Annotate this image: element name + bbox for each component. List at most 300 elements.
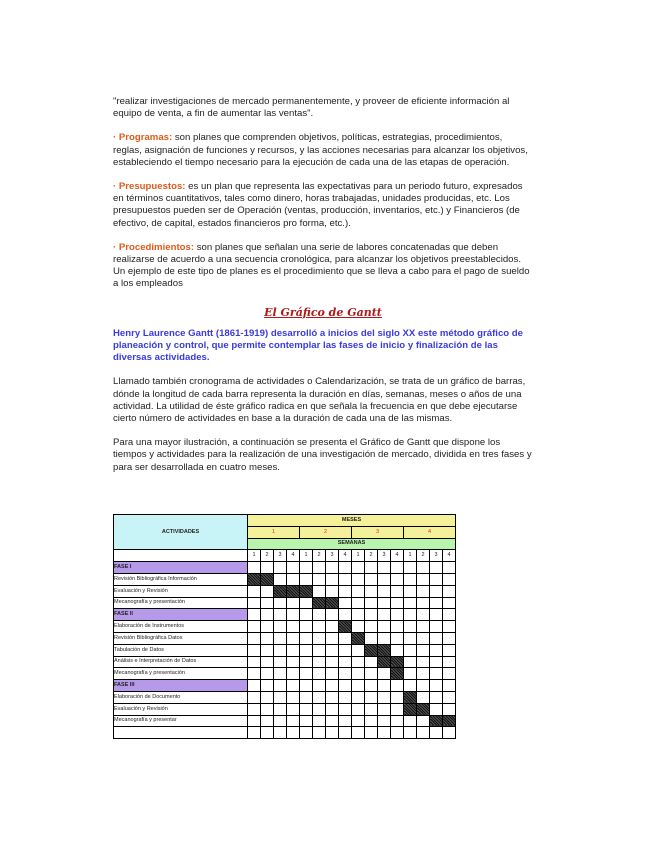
gantt-cell [352,597,365,609]
gantt-cell [443,621,456,633]
header-row-week-numbers [114,550,456,562]
gantt-cell [313,680,326,692]
gantt-cell [365,703,378,715]
task-label: Evaluación y Revisión [114,703,248,715]
gantt-cell [443,585,456,597]
gantt-cell [365,715,378,727]
gantt-cell [378,573,391,585]
gantt-cell [326,562,339,574]
gantt-cell [248,668,261,680]
gantt-cell [352,644,365,656]
gantt-cell [404,585,417,597]
gantt-cell [417,609,430,621]
section-title: El Gráfico de Gantt [264,305,382,319]
gantt-bar [443,715,456,727]
gantt-cell [300,644,313,656]
gantt-cell [326,585,339,597]
gantt-cell [274,644,287,656]
gantt-cell [417,727,430,739]
gantt-cell [274,668,287,680]
gantt-cell [326,715,339,727]
gantt-cell [248,656,261,668]
gantt-cell [352,703,365,715]
text-procedimientos: son planes que señalan una serie de labores concatenadas que deben realizarse de acuerdo a una secuencia cronológica, para alcanzar los objetivos preestablecidos. Un ejemplo de este tipo de planes es el procedimiento que se lleva a cabo para el pago de sueldo a los empleados [113,241,530,290]
gantt-cell [443,609,456,621]
gantt-cell [404,573,417,585]
gantt-cell [430,562,443,574]
gantt-cell [261,727,274,739]
activities-header: ACTIVIDADES [114,515,248,550]
gantt-cell [261,703,274,715]
gantt-cell [300,727,313,739]
gantt-cell [339,656,352,668]
gantt-cell [248,585,261,597]
gantt-cell [339,597,352,609]
gantt-cell [352,585,365,597]
gantt-cell [365,727,378,739]
gantt-cell [313,585,326,597]
gantt-cell [443,562,456,574]
gantt-cell [313,656,326,668]
phase-label: FASE III [114,680,248,692]
gantt-bar [274,585,287,597]
gantt-cell [326,573,339,585]
task-row [114,597,456,609]
gantt-cell [339,715,352,727]
gantt-cell [300,680,313,692]
week-label-spacer [114,550,248,562]
task-row [114,644,456,656]
week-6: 2 [313,550,326,562]
gantt-cell [261,609,274,621]
gantt-cell [300,715,313,727]
gantt-cell [248,691,261,703]
gantt-cell [274,680,287,692]
gantt-cell [287,573,300,585]
gantt-cell [417,573,430,585]
gantt-cell [378,632,391,644]
text-presupuestos: es un plan que representa las expectativas para un periodo futuro, expresados en términos cuantitativos, tales como dinero, horas trabajadas, unidades producidas, etc. Los presupuestos pueden ser de Operación (ventas, producción, inventarios, etc.) y Financieros (de efectivo, de capital, estados financieros pro forma, etc.). [113,181,523,229]
task-label: Mecanografía y presentar [114,715,248,727]
gantt-bar [339,621,352,633]
gantt-cell [404,668,417,680]
gantt-cell [261,715,274,727]
gantt-cell [287,727,300,739]
month-3: 3 [352,526,404,538]
gantt-cell [326,727,339,739]
gantt-cell [339,585,352,597]
month-1: 1 [248,526,300,538]
gantt-cell [430,573,443,585]
gantt-cell [365,668,378,680]
gantt-table [113,514,456,739]
gantt-bar [404,703,417,715]
phase-label: FASE II [114,609,248,621]
gantt-cell [261,668,274,680]
term-procedimientos: · Procedimientos: [113,241,195,253]
gantt-cell [443,703,456,715]
gantt-cell [352,562,365,574]
term-presupuestos: · Presupuestos: [113,181,186,193]
months-label: MESES [248,515,456,527]
gantt-cell [326,668,339,680]
gantt-cell [430,632,443,644]
gantt-cell [352,668,365,680]
gantt-cell [274,656,287,668]
gantt-cell [404,644,417,656]
gantt-cell [404,621,417,633]
gantt-intro: Henry Laurence Gantt (1861-1919) desarrolló a inicios del siglo XX este método gráfico de planeación y control, que permite contemplar las fases de inicio y finalización de las diversas actividades. [113,327,523,364]
text-programas: son planes que comprenden objetivos, políticas, estrategias, procedimientos, reglas, asignación de funciones y recursos, y las acciones necesarias para alcanzar los objetivos, estableciendo el tiempo necesario para la ejecución de cada una de las etapas de operación. [113,132,528,168]
gantt-cell [391,703,404,715]
task-label: Elaboración de Documento [114,691,248,703]
gantt-cell [274,609,287,621]
gantt-cell [443,668,456,680]
task-label: Revisión Bibliográfica Datos [114,632,248,644]
gantt-cell [326,632,339,644]
gantt-cell [417,715,430,727]
gantt-bar [313,597,326,609]
gantt-cell [391,715,404,727]
gantt-cell [391,562,404,574]
gantt-cell [430,621,443,633]
gantt-cell [352,609,365,621]
gantt-cell [391,621,404,633]
gantt-cell [417,585,430,597]
gantt-cell [248,632,261,644]
gantt-bar [365,644,378,656]
gantt-cell [248,715,261,727]
gantt-cell [248,562,261,574]
gantt-cell [287,680,300,692]
weeks-label: SEMANAS [248,538,456,550]
gantt-cell [300,609,313,621]
paragraph-2: Para una mayor ilustración, a continuación se presenta el Gráfico de Gantt que dispone los tiempos y actividades para la realización de una investigación de mercado, dividida en tres fases y para ser desarrollada en cuatro meses. [113,437,532,473]
gantt-cell [261,621,274,633]
gantt-cell [300,597,313,609]
gantt-cell [261,632,274,644]
gantt-cell [274,597,287,609]
gantt-cell [443,573,456,585]
gantt-cell [274,715,287,727]
gantt-cell [391,632,404,644]
phase-row [114,562,456,574]
gantt-bar [326,597,339,609]
gantt-cell [313,703,326,715]
gantt-cell [248,644,261,656]
gantt-bar [378,656,391,668]
gantt-cell [430,585,443,597]
task-row [114,668,456,680]
gantt-cell [365,597,378,609]
gantt-cell [378,668,391,680]
gantt-bar [261,573,274,585]
gantt-cell [300,632,313,644]
gantt-cell [391,609,404,621]
gantt-cell [339,562,352,574]
gantt-cell [365,621,378,633]
gantt-cell [313,609,326,621]
gantt-cell [326,609,339,621]
gantt-cell [391,727,404,739]
task-row [114,656,456,668]
gantt-cell [352,573,365,585]
header-row-meses [114,515,456,527]
item-presupuestos [113,181,533,230]
phase-row [114,609,456,621]
gantt-cell [365,632,378,644]
task-row [114,585,456,597]
week-4: 4 [287,550,300,562]
gantt-cell [378,691,391,703]
gantt-cell [352,715,365,727]
gantt-cell [365,573,378,585]
task-row [114,621,456,633]
gantt-cell [417,621,430,633]
week-16: 4 [443,550,456,562]
week-3: 3 [274,550,287,562]
gantt-cell [248,597,261,609]
gantt-cell [261,691,274,703]
gantt-cell [352,727,365,739]
gantt-cell [391,585,404,597]
gantt-cell [378,715,391,727]
gantt-cell [443,727,456,739]
gantt-cell [339,680,352,692]
gantt-cell [287,609,300,621]
gantt-cell [313,621,326,633]
gantt-cell [326,621,339,633]
gantt-cell [391,597,404,609]
gantt-cell [326,703,339,715]
gantt-cell [300,656,313,668]
gantt-cell [287,562,300,574]
task-label: Mecanografía y presentación [114,668,248,680]
gantt-cell [391,691,404,703]
gantt-cell [404,562,417,574]
paragraph-1: Llamado también cronograma de actividades o Calendarización, se trata de un gráfico de barras, dónde la longitud de cada barra representa la duración en días, semanas, meses o años de una actividad. La utilidad de éste gráfico radica en que señala la frecuencia en que debe ejecutarse cierto número de actividades en base a la duración de cada una de las mismas. [113,376,526,425]
gantt-cell [417,656,430,668]
gantt-cell [248,703,261,715]
gantt-cell [404,656,417,668]
month-2: 2 [300,526,352,538]
gantt-cell [365,680,378,692]
gantt-cell [287,632,300,644]
gantt-cell [417,644,430,656]
gantt-cell [365,691,378,703]
gantt-cell [365,562,378,574]
gantt-cell [274,703,287,715]
gantt-cell [430,656,443,668]
gantt-cell [248,621,261,633]
gantt-cell [287,668,300,680]
gantt-cell [287,644,300,656]
gantt-cell [365,585,378,597]
gantt-cell [287,703,300,715]
gantt-cell [430,609,443,621]
gantt-cell [339,632,352,644]
gantt-bar [391,656,404,668]
week-9: 1 [352,550,365,562]
gantt-cell [313,727,326,739]
week-2: 2 [261,550,274,562]
gantt-cell [274,621,287,633]
gantt-cell [391,680,404,692]
gantt-cell [430,668,443,680]
gantt-cell [352,621,365,633]
gantt-cell [300,703,313,715]
gantt-cell [443,597,456,609]
task-label: Análisis e Interpretación de Datos [114,656,248,668]
gantt-cell [404,727,417,739]
gantt-cell [300,621,313,633]
gantt-cell [339,644,352,656]
gantt-cell [378,609,391,621]
task-label: Tabulación de Datos [114,644,248,656]
gantt-bar [404,691,417,703]
task-row [114,573,456,585]
intro-quote: "realizar investigaciones de mercado permanentemente, y proveer de eficiente información al equipo de venta, a fin de aumentar las ventas". [113,96,510,120]
gantt-cell [404,632,417,644]
gantt-cell [430,644,443,656]
document-body [113,96,533,474]
gantt-cell [443,632,456,644]
task-row [114,727,456,739]
gantt-cell [287,715,300,727]
gantt-bar [430,715,443,727]
gantt-cell [339,573,352,585]
task-label: Elaboración de Instrumentos [114,621,248,633]
gantt-cell [274,727,287,739]
gantt-cell [248,680,261,692]
phase-row [114,680,456,692]
week-7: 3 [326,550,339,562]
gantt-cell [430,597,443,609]
gantt-cell [313,715,326,727]
task-row [114,703,456,715]
gantt-cell [430,703,443,715]
gantt-cell [287,691,300,703]
gantt-cell [378,562,391,574]
gantt-cell [261,644,274,656]
gantt-cell [404,680,417,692]
task-row [114,691,456,703]
gantt-cell [339,691,352,703]
term-programas: · Programas: [113,132,173,144]
gantt-cell [339,609,352,621]
week-14: 2 [417,550,430,562]
gantt-cell [404,715,417,727]
gantt-cell [261,562,274,574]
week-11: 3 [378,550,391,562]
gantt-cell [391,644,404,656]
week-10: 2 [365,550,378,562]
gantt-cell [313,644,326,656]
gantt-bar [248,573,261,585]
gantt-cell [378,621,391,633]
gantt-cell [339,703,352,715]
task-row [114,632,456,644]
gantt-cell [443,644,456,656]
gantt-cell [274,691,287,703]
gantt-cell [339,727,352,739]
gantt-cell [326,644,339,656]
gantt-cell [430,680,443,692]
gantt-cell [313,562,326,574]
gantt-cell [417,668,430,680]
gantt-cell [274,573,287,585]
gantt-cell [417,562,430,574]
gantt-cell [313,632,326,644]
gantt-cell [261,585,274,597]
week-1: 1 [248,550,261,562]
week-8: 4 [339,550,352,562]
gantt-cell [248,727,261,739]
gantt-cell [326,680,339,692]
gantt-cell [391,573,404,585]
gantt-cell [274,632,287,644]
gantt-cell [274,562,287,574]
gantt-cell [430,727,443,739]
task-label: Evaluación y Revisión [114,585,248,597]
gantt-cell [378,597,391,609]
month-4: 4 [404,526,456,538]
gantt-cell [326,656,339,668]
task-label [114,727,248,739]
task-label: Mecanografía y presentación [114,597,248,609]
gantt-cell [287,597,300,609]
gantt-cell [417,691,430,703]
gantt-cell [313,573,326,585]
gantt-cell [339,668,352,680]
gantt-cell [352,691,365,703]
gantt-cell [300,691,313,703]
gantt-bar [378,644,391,656]
gantt-cell [443,691,456,703]
gantt-bar [287,585,300,597]
gantt-cell [443,680,456,692]
phase-label: FASE I [114,562,248,574]
week-12: 4 [391,550,404,562]
gantt-cell [300,562,313,574]
gantt-cell [313,691,326,703]
gantt-cell [378,703,391,715]
gantt-cell [326,691,339,703]
week-5: 1 [300,550,313,562]
gantt-cell [287,621,300,633]
gantt-cell [261,656,274,668]
gantt-bar [391,668,404,680]
gantt-cell [378,727,391,739]
gantt-cell [352,680,365,692]
gantt-cell [417,680,430,692]
gantt-bar [417,703,430,715]
gantt-cell [378,680,391,692]
task-label: Revisión Bibliográfica Información [114,573,248,585]
gantt-cell [417,597,430,609]
gantt-cell [443,656,456,668]
gantt-cell [378,585,391,597]
gantt-cell [300,573,313,585]
task-row [114,715,456,727]
gantt-cell [287,656,300,668]
item-programas [113,132,533,169]
week-15: 3 [430,550,443,562]
item-procedimientos [113,242,533,291]
gantt-cell [430,691,443,703]
gantt-cell [365,656,378,668]
gantt-cell [261,680,274,692]
